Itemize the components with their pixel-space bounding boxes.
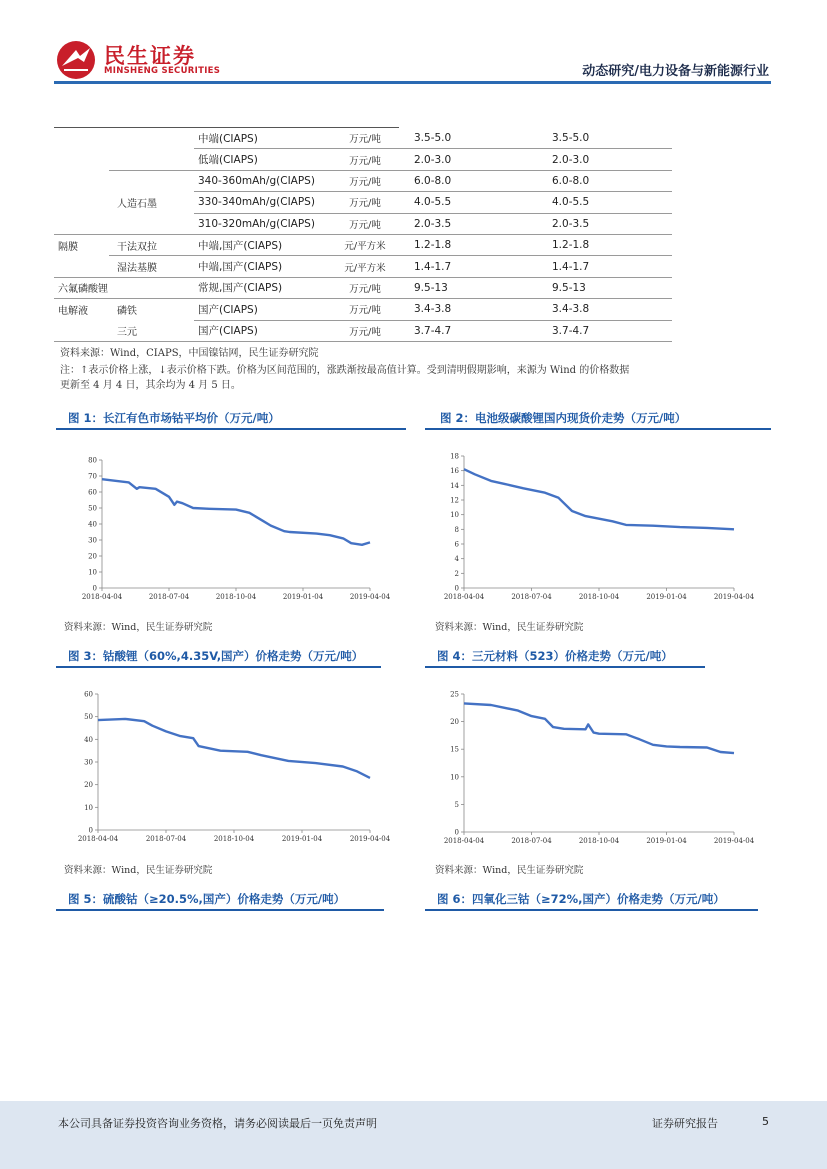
x-tick-label: 2018-07-04 xyxy=(511,837,552,845)
table-cell-unit: 万元/吨 xyxy=(336,213,394,234)
table-cell-unit: 万元/吨 xyxy=(336,320,394,341)
table-cell-unit: 万元/吨 xyxy=(336,149,394,170)
table-cell-subcategory xyxy=(109,170,194,191)
header-divider xyxy=(54,81,771,84)
table-cell-price-curr: 3.7-4.7 xyxy=(532,320,672,341)
table-row xyxy=(54,192,672,213)
figure-4-source: 资料来源：Wind，民生证券研究院 xyxy=(435,865,584,876)
table-cell-price-curr: 6.0-8.0 xyxy=(532,170,672,191)
y-tick-label: 50 xyxy=(84,713,93,722)
x-tick-label: 2018-04-04 xyxy=(77,835,119,843)
table-footnote-line1: 注：↑表示价格上涨，↓表示价格下跌。价格为区间范围的，涨跌渐按最高值计算。受到清明假期影响，来源为 Wind 的价格数据 xyxy=(60,365,630,376)
table-cell-price-curr: 3.4-3.8 xyxy=(532,299,672,320)
table-cell-category: 六氟磷酸锂 xyxy=(54,277,109,298)
table-cell-spec: 常规,国产(CIAPS) xyxy=(194,277,336,298)
table-cell-price-curr: 2.0-3.5 xyxy=(532,213,672,234)
figure-1-source: 资料来源：Wind，民生证券研究院 xyxy=(64,622,213,633)
table-cell-category xyxy=(54,192,109,213)
chart-ternary-523-price xyxy=(430,686,760,846)
table-cell-unit: 万元/吨 xyxy=(336,299,394,320)
x-tick-label: 2018-04-04 xyxy=(443,593,485,601)
table-cell-subcategory: 干法双拉 xyxy=(109,234,194,255)
y-tick-label: 0 xyxy=(454,584,459,593)
x-tick-label: 2019-04-04 xyxy=(713,593,755,601)
table-cell-price-prev: 4.0-5.5 xyxy=(394,192,532,213)
y-tick-label: 14 xyxy=(450,481,459,490)
table-cell-price-curr: 9.5-13 xyxy=(532,277,672,298)
y-tick-label: 40 xyxy=(88,520,97,529)
figure-1-title: 图 1：长江有色市场钴平均价（万元/吨） xyxy=(68,411,280,425)
x-tick-label: 2018-04-04 xyxy=(443,837,485,845)
chart-cobalt-price xyxy=(70,448,390,608)
x-tick-label: 2019-04-04 xyxy=(349,593,390,601)
table-cell-price-curr: 3.5-5.0 xyxy=(532,128,672,149)
table-cell-subcategory xyxy=(109,277,194,298)
page-footer xyxy=(0,1101,827,1169)
table-cell-unit: 万元/吨 xyxy=(336,170,394,191)
x-tick-label: 2019-01-04 xyxy=(281,835,323,843)
table-cell-unit: 万元/吨 xyxy=(336,128,394,149)
figure-3-rule xyxy=(56,666,381,668)
chart-lithium-carbonate-price xyxy=(436,448,756,608)
table-cell-spec: 中端,国产(CIAPS) xyxy=(194,256,336,277)
table-cell-category xyxy=(54,213,109,234)
figure-4-title: 图 4：三元材料（523）价格走势（万元/吨） xyxy=(437,649,673,663)
table-cell-subcategory: 磷铁 xyxy=(117,306,137,318)
y-tick-label: 12 xyxy=(450,496,459,505)
table-row xyxy=(54,170,672,191)
figure-2-source: 资料来源：Wind，民生证券研究院 xyxy=(435,622,584,633)
table-cell-price-curr: 1.2-1.8 xyxy=(532,234,672,255)
chart-lithium-cobaltate-price xyxy=(64,686,394,846)
table-row xyxy=(54,149,672,170)
x-tick-label: 2018-10-04 xyxy=(215,593,257,601)
y-tick-label: 70 xyxy=(88,472,97,481)
table-cell-spec: 中端(CIAPS) xyxy=(194,128,336,149)
table-cell-subcategory: 人造石墨 xyxy=(117,198,157,210)
table-cell-price-prev: 2.0-3.0 xyxy=(394,149,532,170)
table-cell-spec: 国产(CIAPS) xyxy=(194,320,336,341)
page-header xyxy=(0,0,827,86)
table-cell-spec: 中端,国产(CIAPS) xyxy=(194,234,336,255)
y-tick-label: 60 xyxy=(84,690,93,699)
y-tick-label: 8 xyxy=(454,525,459,534)
table-cell-price-prev: 3.4-3.8 xyxy=(394,299,532,320)
y-tick-label: 6 xyxy=(454,540,459,549)
table-cell-price-curr: 1.4-1.7 xyxy=(532,256,672,277)
table-cell-spec: 330-340mAh/g(CIAPS) xyxy=(194,192,336,213)
table-cell-unit: 元/平方米 xyxy=(336,234,394,255)
x-tick-label: 2018-04-04 xyxy=(81,593,123,601)
x-tick-label: 2019-01-04 xyxy=(646,837,687,845)
x-tick-label: 2018-10-04 xyxy=(578,593,620,601)
logo-text-en: MINSHENG SECURITIES xyxy=(104,66,221,76)
y-tick-label: 0 xyxy=(92,584,97,593)
table-cell-unit: 元/平方米 xyxy=(336,256,394,277)
table-cell-price-prev: 9.5-13 xyxy=(394,277,532,298)
y-tick-label: 10 xyxy=(84,803,93,812)
y-tick-label: 50 xyxy=(88,504,97,513)
figure-1-rule xyxy=(56,428,406,430)
table-row xyxy=(54,213,672,234)
x-tick-label: 2018-10-04 xyxy=(213,835,255,843)
table-cell-subcategory: 湿法基膜 xyxy=(109,256,194,277)
table-cell-spec: 国产(CIAPS) xyxy=(194,299,336,320)
table-cell-subcategory xyxy=(109,213,194,234)
figure-3-source: 资料来源：Wind，民生证券研究院 xyxy=(64,865,213,876)
table-cell-price-curr: 2.0-3.0 xyxy=(532,149,672,170)
figure-3-title: 图 3：钴酸锂（60%,4.35V,国产）价格走势（万元/吨） xyxy=(68,649,364,663)
page-number: 5 xyxy=(762,1115,769,1128)
minsheng-logo-icon xyxy=(56,40,96,80)
y-tick-label: 40 xyxy=(84,735,93,744)
figure-4-rule xyxy=(425,666,705,668)
figure-6-rule xyxy=(425,909,758,911)
series-line xyxy=(102,479,370,545)
x-tick-label: 2018-07-04 xyxy=(145,835,187,843)
table-row xyxy=(54,234,672,255)
table-cell-category: 隔膜 xyxy=(58,241,78,253)
y-tick-label: 0 xyxy=(88,826,93,835)
y-tick-label: 30 xyxy=(88,536,97,545)
y-tick-label: 0 xyxy=(454,828,459,837)
y-tick-label: 80 xyxy=(88,456,97,465)
y-tick-label: 5 xyxy=(454,800,459,809)
series-line xyxy=(98,719,370,778)
table-cell-price-curr: 4.0-5.5 xyxy=(532,192,672,213)
table-cell-category xyxy=(54,170,109,191)
x-tick-label: 2019-01-04 xyxy=(282,593,324,601)
y-tick-label: 18 xyxy=(450,452,459,461)
table-cell-price-prev: 1.2-1.8 xyxy=(394,234,532,255)
table-cell-price-prev: 6.0-8.0 xyxy=(394,170,532,191)
table-cell-category: 电解液 xyxy=(58,306,88,318)
table-cell-unit: 万元/吨 xyxy=(336,192,394,213)
series-line xyxy=(464,703,734,753)
y-tick-label: 2 xyxy=(454,569,459,578)
footer-report-type: 证券研究报告 xyxy=(652,1117,718,1130)
table-row xyxy=(54,320,672,341)
y-tick-label: 20 xyxy=(88,552,97,561)
table-source-note: 资料来源：Wind，CIAPS，中国镍钴网，民生证券研究院 xyxy=(60,348,319,359)
x-tick-label: 2019-04-04 xyxy=(713,837,755,845)
y-tick-label: 30 xyxy=(84,758,93,767)
figure-2-title: 图 2：电池级碳酸锂国内现货价走势（万元/吨） xyxy=(440,411,687,425)
x-tick-label: 2018-07-04 xyxy=(511,593,552,601)
table-cell-price-prev: 3.7-4.7 xyxy=(394,320,532,341)
report-category-title: 动态研究/电力设备与新能源行业 xyxy=(582,64,769,79)
price-table xyxy=(54,128,672,342)
x-tick-label: 2019-04-04 xyxy=(349,835,391,843)
y-tick-label: 4 xyxy=(454,555,459,564)
table-cell-spec: 低端(CIAPS) xyxy=(194,149,336,170)
table-cell-price-prev: 2.0-3.5 xyxy=(394,213,532,234)
table-cell-category xyxy=(54,256,109,277)
y-tick-label: 25 xyxy=(450,690,459,699)
footer-disclaimer: 本公司具备证券投资咨询业务资格，请务必阅读最后一页免责声明 xyxy=(58,1117,377,1130)
table-cell-spec: 310-320mAh/g(CIAPS) xyxy=(194,213,336,234)
table-row xyxy=(54,299,672,320)
table-row xyxy=(54,256,672,277)
y-tick-label: 10 xyxy=(88,568,97,577)
y-tick-label: 20 xyxy=(450,718,459,727)
y-tick-label: 15 xyxy=(450,745,459,754)
table-row xyxy=(54,277,672,298)
figure-2-rule xyxy=(425,428,771,430)
table-cell-category xyxy=(54,149,109,170)
table-cell-spec: 340-360mAh/g(CIAPS) xyxy=(194,170,336,191)
figure-5-rule xyxy=(56,909,384,911)
x-tick-label: 2018-07-04 xyxy=(148,593,190,601)
y-tick-label: 10 xyxy=(450,511,459,520)
x-tick-label: 2019-01-04 xyxy=(646,593,687,601)
y-tick-label: 60 xyxy=(88,488,97,497)
table-cell-subcategory xyxy=(109,149,194,170)
x-tick-label: 2018-10-04 xyxy=(578,837,620,845)
series-line xyxy=(464,469,734,529)
figure-5-title: 图 5：硫酸钴（≥20.5%,国产）价格走势（万元/吨） xyxy=(68,892,346,906)
table-cell-subcategory xyxy=(109,128,194,149)
y-tick-label: 16 xyxy=(450,467,459,476)
table-cell-price-prev: 1.4-1.7 xyxy=(394,256,532,277)
table-cell-category xyxy=(54,128,109,149)
table-cell-subcategory: 三元 xyxy=(109,320,194,341)
table-footnote-line2: 更新至 4 月 4 日，其余均为 4 月 5 日。 xyxy=(60,380,241,391)
table-cell-unit: 万元/吨 xyxy=(336,277,394,298)
table-row xyxy=(54,128,672,149)
y-tick-label: 10 xyxy=(450,773,459,782)
y-tick-label: 20 xyxy=(84,781,93,790)
table-cell-price-prev: 3.5-5.0 xyxy=(394,128,532,149)
logo-text-cn: 民生证券 xyxy=(104,44,196,68)
figure-6-title: 图 6：四氧化三钴（≥72%,国产）价格走势（万元/吨） xyxy=(437,892,725,906)
table-cell-category xyxy=(54,320,109,341)
